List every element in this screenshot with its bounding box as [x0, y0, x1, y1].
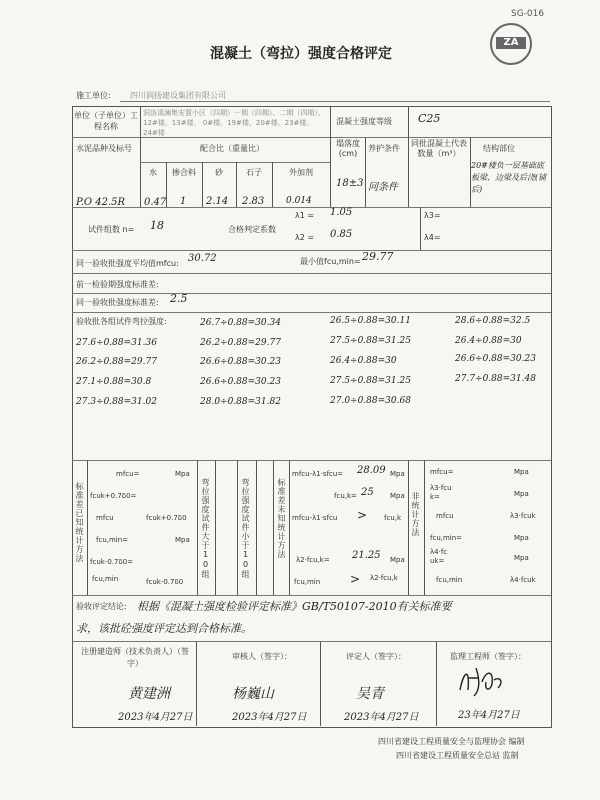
unknown-fcuk-label: fcu,k=: [334, 492, 357, 500]
cement-label: 水泥品种及标号: [76, 144, 132, 153]
unknown-gt-2: >: [350, 572, 361, 586]
unknown-l2-value: 21.25: [352, 550, 381, 561]
conclusion-text-1: 根据《混凝土强度检验评定标准》GB/T50107-2010有关标准要: [137, 600, 452, 613]
mix-header-water: 水: [149, 168, 157, 177]
unknown-mpa-3: Mpa: [390, 556, 405, 564]
result-13: 26.6÷0.88=30.23: [200, 377, 281, 387]
unknown-fmin: fcu,min: [294, 578, 321, 586]
reviewer-signature: 杨巍山: [232, 686, 274, 702]
mix-header-additive: 外加剂: [289, 168, 313, 177]
gt10-label: 弯拉强度试件大于10组: [201, 478, 210, 579]
known-mfcu: mfcu=: [116, 470, 140, 478]
result-11: 26.6÷0.88=30.23: [455, 354, 536, 364]
page-title: 混凝土（弯拉）强度合格评定: [210, 46, 392, 62]
mix-sand-value: 2.14: [206, 196, 229, 207]
non-mpa-3: Mpa: [514, 534, 529, 542]
unknown-std-label: 标准差未知统计方法: [277, 478, 286, 559]
supervisor-signature: [456, 660, 506, 700]
non-mpa-4: Mpa: [514, 554, 529, 562]
known-fmin: fcu,min=: [96, 536, 129, 544]
assessor-signature: 吴青: [356, 686, 384, 702]
known-mpa-1: Mpa: [175, 470, 190, 478]
non-fmin: fcu,min=: [430, 534, 463, 542]
engineer-label: 注册建造师（技术负责人）（签字）: [81, 647, 189, 668]
non-stat-label: 非统计方法: [411, 492, 420, 537]
engineer-signature: 黄建洲: [128, 686, 170, 702]
lambda2-label: λ2 =: [295, 233, 315, 242]
mix-header-stone: 石子: [246, 168, 262, 177]
unknown-gt: >: [357, 508, 368, 522]
known-fcuk-plus-2: fcuk+0.7δ0: [146, 514, 187, 522]
non-mpa-1: Mpa: [514, 468, 529, 476]
unknown-fcuk2: fcu,k: [384, 514, 402, 522]
result-16: 27.3÷0.88=31.02: [76, 397, 157, 407]
lambda3-label: λ3=: [424, 211, 441, 220]
part-value: 20#楼负一层基础底板梁、边梁及后浇(铺后): [471, 161, 547, 194]
non-l3fcuk-2: λ3·fcuk: [510, 512, 536, 520]
mix-additive-value: 0.014: [286, 196, 312, 206]
assessor-date: 2023年4月27日: [344, 712, 419, 723]
min-value: 29.77: [362, 250, 394, 263]
part-label: 结构部位: [483, 144, 515, 153]
unknown-l2b: λ2·fcu,k: [370, 574, 398, 582]
result-5: 26.2÷0.88=29.77: [200, 338, 281, 348]
assessor-label: 评定人（签字）：: [346, 652, 406, 661]
known-mpa-2: Mpa: [175, 536, 190, 544]
factor-label: 合格判定系数: [228, 225, 276, 234]
result-9: 26.6÷0.88=30.23: [200, 357, 281, 367]
unit-value: 洞洛溪澜集安置小区（四期）一期（四期）、二期（四期）、12#楼、13#楼、 0#楼、19#楼、20#楼、23#楼、24#楼: [143, 109, 325, 137]
mix-admix-value: 1: [180, 196, 187, 207]
results-label: 验收批各组试件弯拉强度:: [76, 317, 167, 326]
unknown-fcuk-value: 25: [361, 487, 374, 498]
groups-label: 试件组数 n=: [88, 225, 135, 234]
unknown-l1-value: 28.09: [357, 465, 386, 476]
result-7: 26.4÷0.88=30: [455, 336, 522, 346]
non-fmin-2: fcu,min: [436, 576, 463, 584]
lambda2-value: 0.85: [330, 229, 353, 240]
slump-label: 塌落度(cm): [336, 139, 360, 158]
result-15: 27.7÷0.88=31.48: [455, 374, 536, 384]
non-mfcu-2: mfcu: [436, 512, 454, 520]
construction-unit-value: 四川润扬建设集团有限公司: [130, 91, 226, 100]
unknown-mpa-1: Mpa: [390, 470, 405, 478]
conclusion-text-2: 求，该批砼强度评定达到合格标准。: [76, 622, 252, 635]
result-10: 26.4÷0.88=30: [330, 356, 397, 366]
footer-line-1: 四川省建设工程质量安全与监理协会 编制: [378, 737, 525, 746]
construction-unit-underline: [120, 101, 550, 102]
lt10-label: 弯拉强度试件小于10组: [241, 478, 250, 579]
curing-label: 养护条件: [368, 144, 400, 153]
construction-unit-label: 施工单位:: [76, 91, 111, 100]
unknown-mfcu2: mfcu-λ1·sfcu: [292, 514, 338, 522]
volume-label: 同批混凝土代表数量（m³）: [411, 139, 467, 158]
mix-header-admix: 掺合料: [172, 168, 196, 177]
mix-water-value: 0.47: [144, 197, 167, 208]
result-4: 27.6÷0.88=31.36: [76, 338, 157, 348]
ratio-label: 配合比（重量比）: [200, 144, 264, 153]
supervisor-label: 监理工程师（签字）：: [450, 652, 526, 661]
grade-label: 混凝土强度等级: [336, 117, 392, 126]
lambda1-value: 1.05: [330, 207, 353, 218]
engineer-date: 2023年4月27日: [118, 712, 193, 723]
reviewer-label: 审核人（签字）：: [232, 652, 292, 661]
grade-value: C25: [418, 112, 441, 125]
unit-label: 单位（子单位）工程名称: [74, 111, 138, 131]
non-mpa-2: Mpa: [514, 490, 529, 498]
result-8: 26.2÷0.88=29.77: [76, 357, 157, 367]
form-code: SG-016: [511, 9, 545, 19]
cement-value: P.O 42.5R: [76, 197, 126, 208]
result-2: 26.5÷0.88=30.11: [330, 316, 411, 326]
non-l4fcuk-2: λ4·fcuk: [510, 576, 536, 584]
mix-header-sand: 砂: [215, 168, 223, 177]
known-fcuk-plus: fcuk+0.7δ0=: [90, 492, 137, 500]
non-l4fcuk: λ4·fc uk=: [430, 548, 448, 565]
result-17: 28.0÷0.88=31.82: [200, 397, 281, 407]
mix-stone-value: 2.83: [242, 196, 265, 207]
footer-line-2: 四川省建设工程质量安全总站 监制: [396, 751, 519, 760]
non-mfcu: mfcu=: [430, 468, 454, 476]
unknown-l2-label: λ2·fcu,k=: [296, 556, 330, 564]
known-std-label: 标准差已知统计方法: [75, 482, 84, 563]
groups-value: 18: [150, 219, 164, 232]
known-fcuk-minus-2: fcuk-0.7δ0: [146, 578, 184, 586]
conclusion-label: 验收评定结论:: [76, 602, 127, 611]
result-12: 27.1÷0.88=30.8: [76, 377, 152, 387]
lambda1-label: λ1 =: [295, 211, 315, 220]
std-value: 2.5: [170, 292, 188, 305]
non-l3fcuk: λ3·fcu k=: [430, 484, 452, 501]
unknown-mpa-2: Mpa: [390, 492, 405, 500]
result-6: 27.5÷0.88=31.25: [330, 336, 411, 346]
result-14: 27.5÷0.88=31.25: [330, 376, 411, 386]
known-fcuk-minus: fcuk-0.7δ0=: [90, 558, 134, 566]
result-1: 26.7÷0.88=30.34: [200, 318, 281, 328]
logo-text: ZA: [496, 37, 526, 49]
lambda4-label: λ4=: [424, 233, 441, 242]
supervisor-date: 23年4月27日: [458, 710, 520, 721]
slump-value: 18±3: [336, 178, 364, 189]
result-18: 27.0÷0.88=30.68: [330, 396, 411, 406]
known-fmin-2: fcu,min: [92, 575, 119, 583]
mean-label: 同一验收批强度平均值mfcu:: [76, 259, 179, 268]
unknown-l1-label: mfcu-λ1·sfcu=: [292, 470, 344, 478]
std-label: 同一验收批强度标准差:: [76, 298, 159, 307]
curing-value: 同条件: [368, 182, 398, 193]
result-3: 28.6÷0.88=32.5: [455, 316, 531, 326]
reviewer-date: 2023年4月27日: [232, 712, 307, 723]
known-mfcu-2: mfcu: [96, 514, 114, 522]
prev-std-label: 前一检验期强度标准差:: [76, 280, 159, 289]
min-label: 最小值fcu,min=: [300, 257, 361, 266]
mean-value: 30.72: [188, 253, 217, 264]
za-logo: [490, 23, 532, 65]
